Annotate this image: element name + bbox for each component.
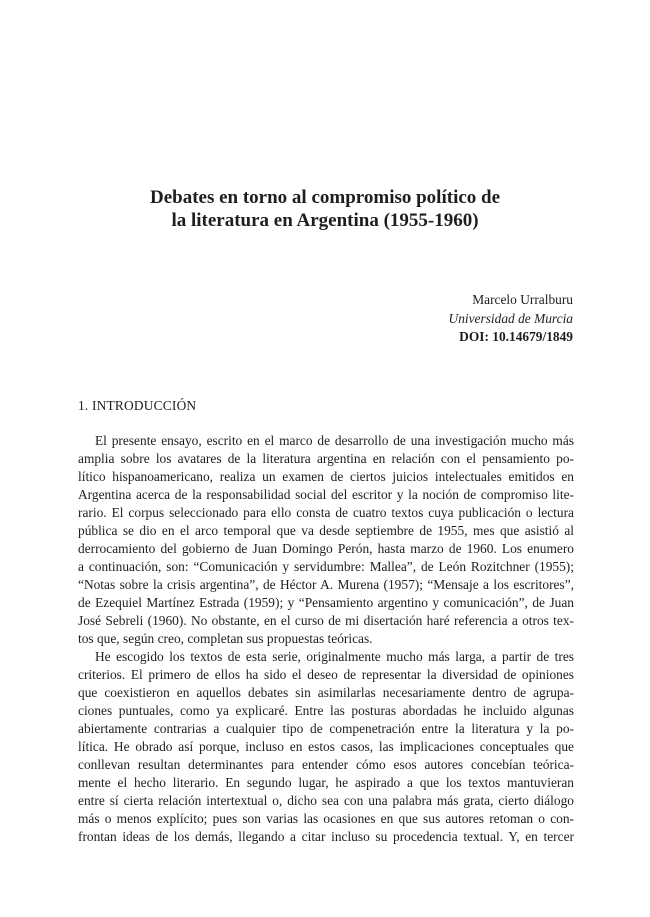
text-line: tos que, según creo, completan sus propuestas teóricas. [78, 631, 373, 646]
text-line: José Sebreli (1960). No obstante, en el curso de mi disertación haré referencia a otros tex- [78, 613, 574, 628]
text-line: mente el hecho literario. En segundo lugar, he aspirado a que los textos mantuvieran [78, 775, 574, 790]
text-line: derrocamiento del gobierno de Juan Domingo Perón, hasta marzo de 1960. Los enumero [78, 541, 574, 556]
text-line: frontan ideas de los demás, llegando a citar incluso su procedencia textual. Y, en tercer [78, 829, 574, 844]
text-line: pública se dio en el arco temporal que va desde septiembre de 1955, mes que asistió al [78, 523, 574, 538]
text-line: criterios. El primero de ellos ha sido el deseo de representar la diversidad de opiniones [78, 667, 574, 682]
text-line: a continuación, son: “Comunicación y servidumbre: Mallea”, de León Rozitchner (1955); [78, 559, 574, 574]
paragraph-1 [78, 432, 574, 648]
body-text [78, 432, 574, 846]
title-line-2: la literatura en Argentina (1955-1960) [171, 210, 479, 231]
paragraph-2 [78, 648, 574, 846]
text-line: lítica. He obrado así porque, incluso en estos casos, las implicaciones conceptuales que [78, 739, 574, 754]
section-heading: 1. INTRODUCCIÓN [78, 398, 197, 413]
text-line: El presente ensayo, escrito en el marco de desarrollo de una investigación mucho más [95, 433, 574, 448]
text-line: que coexistieron en aquellos debates sin asimilarlas necesariamente dentro de agrupa- [78, 685, 574, 700]
document-title [60, 186, 590, 232]
text-line: rario. El corpus seleccionado para ello consta de cuatro textos cuya publicación o lectura [78, 505, 574, 520]
text-line: ciones puntuales, como ya explicaré. Entre las posturas abordadas he incluido algunas [78, 703, 574, 718]
author-affiliation: Universidad de Murcia [448, 310, 573, 326]
text-line: Argentina acerca de la responsabilidad social del escritor y la noción de compromiso lite- [78, 487, 574, 502]
author-name: Marcelo Urralburu [472, 292, 573, 307]
text-line: conllevan resultan determinantes para entender cómo esos autores concebían teórica- [78, 757, 574, 772]
text-line: entre sí cierta relación intertextual o, dicho sea con una palabra más grata, cierto diálogo [78, 793, 574, 808]
title-line-1: Debates en torno al compromiso político de [149, 187, 501, 208]
text-line: He escogido los textos de esta serie, originalmente mucho más larga, a partir de tres [95, 649, 574, 664]
text-line: lítico hispanoamericano, realiza un examen de ciertos juicios intelectuales emitidos en [78, 469, 574, 484]
text-line: abiertamente contrarias a cualquier tipo de compenetración entre la literatura y la po- [78, 721, 574, 736]
author-block [449, 291, 573, 347]
text-line: más o menos explícito; pues son varias las ocasiones en que sus autores retoman o con- [78, 811, 574, 826]
text-line: “Notas sobre la crisis argentina”, de Héctor A. Murena (1957); “Mensaje a los escritores”, [78, 577, 574, 592]
text-line: amplia sobre los avatares de la literatura argentina en relación con el pensamiento po- [78, 451, 574, 466]
text-line: de Ezequiel Martínez Estrada (1959); y “Pensamiento argentino y comunicación”, de Juan [78, 595, 574, 610]
doi-label: DOI: 10.14679/1849 [459, 329, 573, 344]
